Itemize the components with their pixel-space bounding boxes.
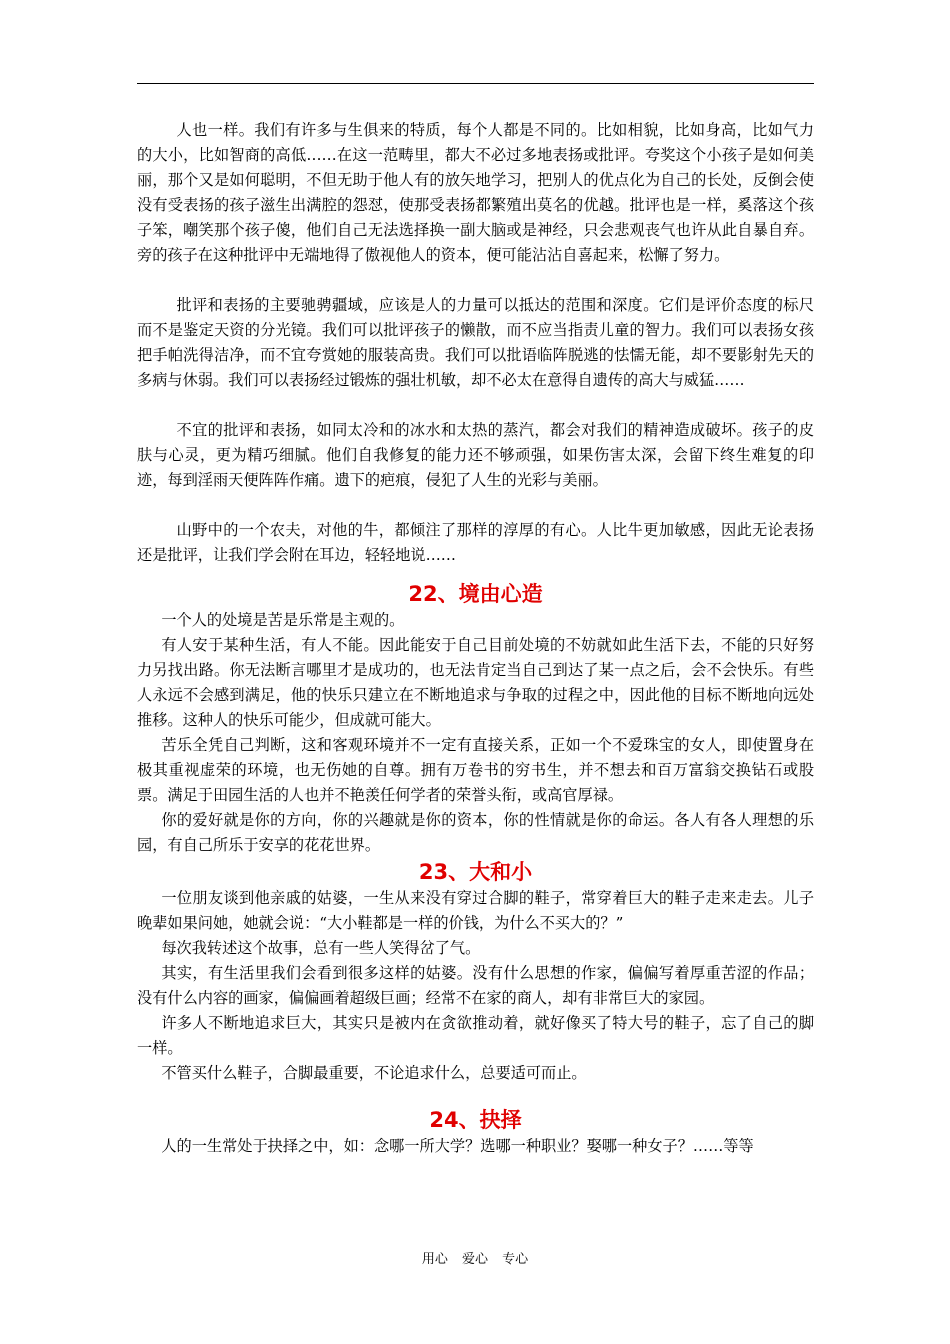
paragraph: 许多人不断地追求巨大，其实只是被内在贪欲推动着，就好像买了特大号的鞋子，忘了自己的脚一样。 [137,1014,814,1057]
paragraph: 不管买什么鞋子，合脚最重要，不论追求什么，总要适可而止。 [161,1064,587,1082]
page-footer: 用心 爱心 专心 [421,1252,529,1267]
paragraph: 苦乐全凭自己判断，这和客观环境并不一定有直接关系，正如一个不爱珠宝的女人，即使置身在极其重视虚荣的环境，也无伤她的自尊。拥有万卷书的穷书生，并不想去和百万富翁交换钻石或股票。满足于田园生活的人也并不艳羡任何学者的荣誉头衔，或高官厚禄。 [137,736,814,804]
paragraph: 你的爱好就是你的方向，你的兴趣就是你的资本，你的性情就是你的命运。各人有各人理想的乐园，有自己所乐于安享的花花世界。 [137,811,814,854]
paragraph: 批评和表扬的主要驰骋疆域，应该是人的力量可以抵达的范围和深度。它们是评价态度的标尺而不是鉴定天资的分光镜。我们可以批评孩子的懒散，而不应当指责儿童的智力。我们可以表扬女孩把手帕洗得洁净，而不宜夸赏她的服装高贵。我们可以批语临阵脱逃的怯懦无能，却不要影射先天的多病与休弱。我们可以表扬经过锻炼的强壮机敏，却不必太在意得自遗传的高大与威猛…… [137,296,814,389]
paragraph: 每次我转述这个故事，总有一些人笑得岔了气。 [161,939,481,957]
section-title-22: 22、境由心造 [408,582,543,606]
section-title-23: 23、大和小 [418,860,533,884]
paragraph: 山野中的一个农夫，对他的牛，都倾注了那样的淳厚的有心。人比牛更加敏感，因此无论表扬还是批评，让我们学会附在耳边，轻轻地说…… [137,521,814,564]
paragraph: 一位朋友谈到他亲戚的姑婆，一生从来没有穿过合脚的鞋子，常穿着巨大的鞋子走来走去。儿子晚辈如果问她，她就会说：“大小鞋都是一样的价钱，为什么不买大的？” [137,889,814,932]
article-body [137,118,814,1159]
header-rule [137,83,814,84]
paragraph: 一个人的处境是苦是乐常是主观的。 [161,611,405,629]
paragraph: 其实，有生活里我们会看到很多这样的姑婆。没有什么思想的作家，偏偏写着厚重苦涩的作品；没有什么内容的画家，偏偏画着超级巨画；经常不在家的商人，却有非常巨大的家园。 [137,964,814,1007]
paragraph: 人也一样。我们有许多与生俱来的特质，每个人都是不同的。比如相貌，比如身高，比如气力的大小，比如智商的高低……在这一范畴里，都大不必过多地表扬或批评。夸奖这个小孩子是如何美丽，那个又是如何聪明，不但无助于他人有的放矢地学习，把别人的优点化为自己的长处，反倒会使没有受表扬的孩子滋生出满腔的怨怼，使那受表扬都繁殖出莫名的优越。批评也是一样，奚落这个孩子笨，嘲笑那个孩子傻，他们自己无法选择换一副大脑或是神经，只会悲观丧气也许从此自暴自弃。旁的孩子在这种批评中无端地得了傲视他人的资本，便可能沾沾自喜起来，松懈了努力。 [137,121,814,264]
paragraph: 不宜的批评和表扬，如同太冷和的冰水和太热的蒸汽，都会对我们的精神造成破坏。孩子的皮肤与心灵，更为精巧细腻。他们自我修复的能力还不够顽强，如果伤害太深，会留下终生难复的印迹，每到淫雨天便阵阵作痛。遗下的疤痕，侵犯了人生的光彩与美丽。 [137,421,814,489]
paragraph: 人的一生常处于抉择之中，如：念哪一所大学？选哪一种职业？娶哪一种女子？……等等 [161,1137,754,1155]
paragraph: 有人安于某种生活，有人不能。因此能安于自己目前处境的不妨就如此生活下去，不能的只好努力另找出路。你无法断言哪里才是成功的，也无法肯定当自己到达了某一点之后，会不会快乐。有些人永远不会感到满足，他的快乐只建立在不断地追求与争取的过程之中，因此他的目标不断地向远处推移。这种人的快乐可能少，但成就可能大。 [137,636,814,729]
section-title-24: 24、抉择 [429,1108,522,1132]
